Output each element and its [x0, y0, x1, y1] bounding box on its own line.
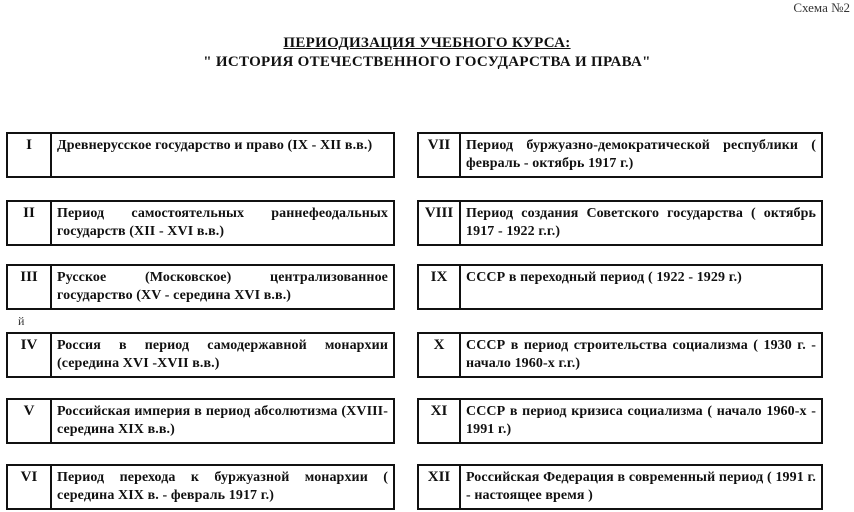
period-box-6 — [6, 464, 395, 510]
period-box-2 — [6, 200, 395, 246]
period-number: XII — [419, 466, 461, 508]
period-number: IV — [8, 334, 52, 376]
period-box-5 — [6, 398, 395, 444]
period-text: СССР в период кризиса социализма ( начало 1960-х - 1991 г.) — [466, 404, 816, 437]
period-number: XI — [419, 400, 461, 442]
period-box-10 — [417, 332, 823, 378]
period-number: I — [8, 134, 52, 176]
period-box-4 — [6, 332, 395, 378]
period-text: Период самостоятельных раннефеодальных государств (XII - XVI в.в.) — [57, 206, 388, 239]
period-box-9 — [417, 264, 823, 310]
period-box-11 — [417, 398, 823, 444]
period-text: Период перехода к буржуазной монархии ( середина XIX в. - февраль 1917 г.) — [57, 470, 388, 503]
period-text: Российская Федерация в современный период ( 1991 г. - настоящее время ) — [466, 470, 816, 503]
title-line-2: " ИСТОРИЯ ОТЕЧЕСТВЕННОГО ГОСУДАРСТВА И ПРАВА" — [203, 54, 651, 70]
period-number: III — [8, 266, 52, 308]
period-box-8 — [417, 200, 823, 246]
period-box-1 — [6, 132, 395, 178]
period-text: СССР в период строительства социализма ( 1930 г. - начало 1960-х г.г.) — [466, 338, 816, 371]
scheme-label: Схема №2 — [793, 0, 850, 15]
period-number: V — [8, 400, 52, 442]
stray-mark: й — [18, 314, 25, 328]
period-number: VIII — [419, 202, 461, 244]
period-text: Российская империя в период абсолютизма (XVIII- середина XIX в.в.) — [57, 404, 388, 437]
period-box-7 — [417, 132, 823, 178]
period-number: X — [419, 334, 461, 376]
period-text: Россия в период самодержавной монархии (середина XVI -XVII в.в.) — [57, 338, 388, 371]
page-title — [0, 34, 854, 72]
period-text: Период буржуазно-демократической республики ( февраль - октябрь 1917 г.) — [466, 138, 816, 171]
period-number: VI — [8, 466, 52, 508]
period-box-3 — [6, 264, 395, 310]
period-text: Период создания Советского государства ( октябрь 1917 - 1922 г.г.) — [466, 206, 816, 239]
period-number: II — [8, 202, 52, 244]
period-text: Древнерусское государство и право (IX - XII в.в.) — [57, 138, 373, 153]
period-number: IX — [419, 266, 461, 308]
period-text: Русское (Московское) централизованное государство (XV - середина XVI в.в.) — [57, 270, 388, 303]
title-line-1: ПЕРИОДИЗАЦИЯ УЧЕБНОГО КУРСА: — [283, 35, 571, 51]
period-number: VII — [419, 134, 461, 176]
period-text: СССР в переходный период ( 1922 - 1929 г.) — [466, 270, 742, 285]
period-box-12 — [417, 464, 823, 510]
